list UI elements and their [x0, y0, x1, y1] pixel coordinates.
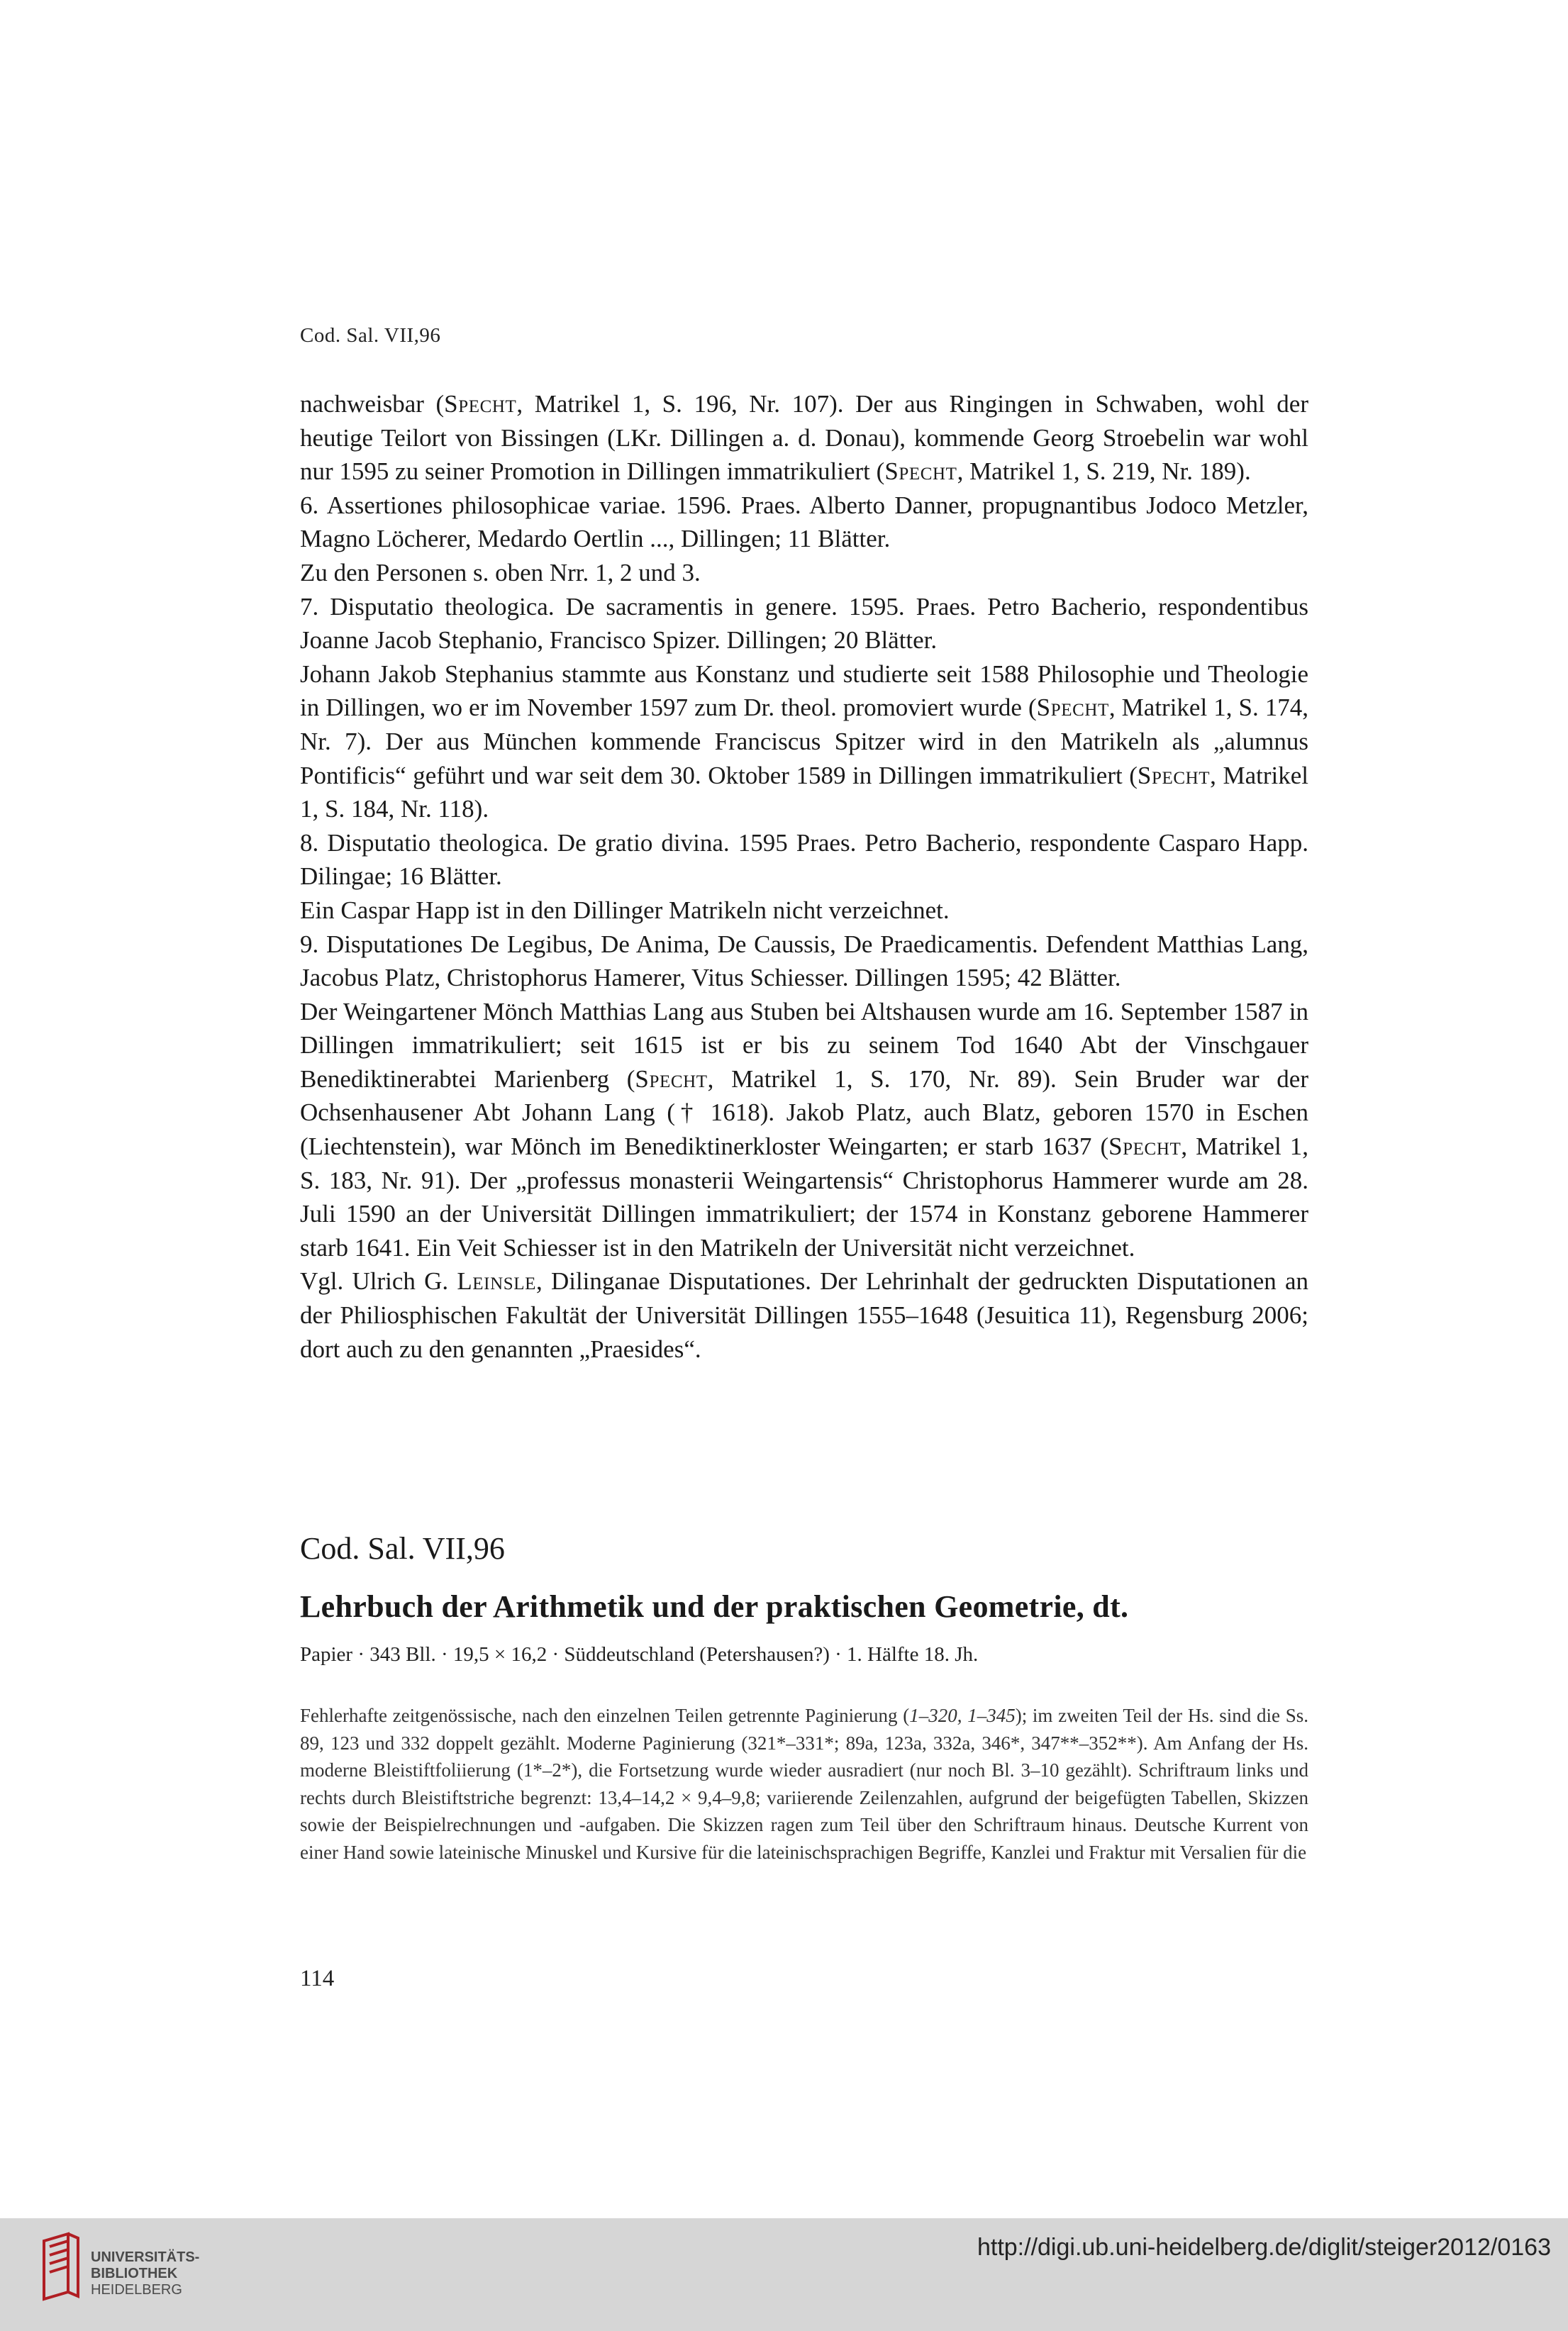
body-text [300, 387, 1308, 1366]
library-name: UNIVERSITÄTS- BIBLIOTHEK HEIDELBERG [91, 2249, 200, 2298]
paragraph: 8. Disputatio theologica. De gratio divina. 1595 Praes. Petro Bacherio, respondente Casparo Happ. Dilingae; 16 Blätter. [300, 828, 1308, 891]
paragraph: Zu den Personen s. oben Nrr. 1, 2 und 3. [300, 558, 701, 586]
ub-heidelberg-logo-icon [40, 2231, 82, 2302]
paragraph: 7. Disputatio theologica. De sacramentis in genere. 1595. Praes. Petro Bacherio, respondentibus Joanne Jacob Stephanio, Francisco Spizer. Dillingen; 20 Blätter. [300, 592, 1308, 655]
page-number: 114 [300, 1966, 335, 1991]
entry-meta: Papier · 343 Bll. · 19,5 × 16,2 · Süddeutschland (Petershausen?) · 1. Hälfte 18. Jh. [300, 1643, 979, 1666]
permalink-url[interactable]: http://digi.ub.uni-heidelberg.de/diglit/steiger2012/0163 [977, 2234, 1551, 2261]
paragraph: Vgl. Ulrich G. Leinsle, Dilinganae Disputationes. Der Lehrinhalt der gedruckten Disputationen an der Philiosphischen Fakultät der Universität Dillingen 1555–1648 (Jesuitica 11), Regensburg 2006; dort auch zu den genannten „Praesides“. [300, 1267, 1308, 1363]
running-head: Cod. Sal. VII,96 [300, 324, 441, 347]
entry-title: Lehrbuch der Arithmetik und der praktischen Geometrie, dt. [300, 1589, 1129, 1624]
author-name: Specht [1036, 694, 1109, 722]
author-name: Specht [1137, 761, 1211, 789]
entry-description [300, 1702, 1308, 1867]
paragraph: Ein Caspar Happ ist in den Dillinger Matrikeln nicht verzeichnet. [300, 896, 950, 924]
paragraph: Fehlerhafte zeitgenössische, nach den einzelnen Teilen getrennte Paginierung (1–320, 1–345); im zweiten Teil der Hs. sind die Ss. 89, 123 und 332 doppelt gezählt. Moderne Paginierung (321*–331*; 89a, 123a, 332a, 346*, 347**–352**). Am Anfang der Hs. moderne Bleistiftfoliierung (1*–2*), die Fortsetzung wurde wieder ausradiert (nur noch Bl. 3–10 gezählt). Schriftraum links und rechts durch Bleistiftstriche begrenzt: 13,4–14,2 × 9,4–9,8; variierende Zeilenzahlen, aufgrund der beigefügten Tabellen, Skizzen sowie der Beispielrechnungen und -aufgaben. Die Skizzen ragen zum Teil über den Schriftraum hinaus. Deutsche Kurrent von einer Hand sowie lateinische Minuskel und Kursive für die lateinischsprachigen Begriffe, Kanzlei und Fraktur mit Versalien für die [300, 1705, 1308, 1863]
paragraph: Der Weingartener Mönch Matthias Lang aus Stuben bei Altshausen wurde am 16. September 1587 in Dillingen immatrikuliert; seit 1615 ist er bis zu seinem Tod 1640 Abt der Vinschgauer Benediktinerabtei Marienberg (Specht, Matrikel 1, S. 170, Nr. 89). Sein Bruder war der Ochsenhausener Abt Johann Lang († 1618). Jakob Platz, auch Blatz, geboren 1570 in Eschen (Liechtenstein), war Mönch im Benediktinerkloster Weingarten; er starb 1637 (Specht, Matrikel 1, S. 183, Nr. 91). Der „professus monasterii Weingartensis“ Christophorus Hammerer wurde am 28. Juli 1590 an der Universität Dillingen immatrikuliert; der 1574 in Konstanz geborene Hammerer starb 1641. Ein Veit Schiesser ist in den Matrikeln der Universität nicht verzeichnet. [300, 997, 1308, 1262]
paragraph: Johann Jakob Stephanius stammte aus Konstanz und studierte seit 1588 Philosophie und Theologie in Dillingen, wo er im November 1597 zum Dr. theol. promoviert wurde (Specht, Matrikel 1, S. 174, Nr. 7). Der aus München kommende Franciscus Spitzer wird in den Matrikeln als „alumnus Pontificis“ geführt und war seit dem 30. Oktober 1589 in Dillingen immatrikuliert (Specht, Matrikel 1, S. 184, Nr. 118). [300, 660, 1308, 823]
author-name: Specht [635, 1064, 708, 1093]
paragraph: nachweisbar (Specht, Matrikel 1, S. 196, Nr. 107). Der aus Ringingen in Schwaben, wohl der heutige Teilort von Bissingen (LKr. Dillingen a. d. Donau), kommende Georg Stroebelin war wohl nur 1595 zu seiner Promotion in Dillingen immatrikuliert (Specht, Matrikel 1, S. 219, Nr. 189). [300, 390, 1308, 486]
paragraph: 9. Disputationes De Legibus, De Anima, De Caussis, De Praedicamentis. Defendent Matthias Lang, Jacobus Platz, Christophorus Hamerer, Vitus Schiesser. Dillingen 1595; 42 Blätter. [300, 930, 1308, 992]
author-name: Specht [444, 390, 517, 418]
entry-signature: Cod. Sal. VII,96 [300, 1531, 505, 1566]
author-name: Leinsle [457, 1267, 536, 1296]
author-name: Specht [884, 457, 957, 486]
author-name: Specht [1108, 1133, 1181, 1161]
paragraph: 6. Assertiones philosophicae variae. 1596. Praes. Alberto Danner, propugnantibus Jodoco Metzler, Magno Löcherer, Medardo Oertlin ..., Dillingen; 11 Blätter. [300, 491, 1308, 553]
